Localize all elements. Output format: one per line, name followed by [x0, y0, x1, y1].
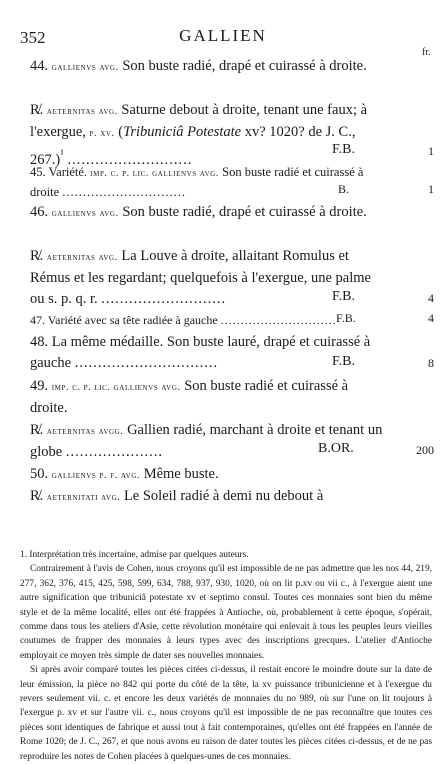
entry-number: 44. [30, 58, 49, 74]
leader-dots: ........................... [101, 291, 227, 307]
page-number: 352 [20, 28, 46, 47]
description: Son buste radié et cuirassé à droite [30, 165, 364, 199]
reverse-symbol: R̸. [30, 248, 44, 264]
reverse-legend: aeternitati avg. [46, 492, 121, 503]
page-title: GALLIEN [179, 26, 267, 45]
numeral: xv? [244, 124, 266, 140]
lead: Variété. [48, 165, 88, 179]
entry-number: 48. [30, 334, 49, 350]
obverse-legend: gallienvs avg. [51, 208, 119, 219]
entry-number: 46. [30, 204, 49, 220]
catalog-entry-45 [30, 163, 384, 202]
metal-label: F.B. [332, 354, 356, 369]
price-value: 1 [428, 182, 434, 196]
leader-dots: ........................... [67, 151, 193, 168]
price-value: 1 [428, 144, 434, 158]
reverse-entry-46 [30, 246, 384, 310]
obverse-legend: imp. c. p. lic. gallienvs avg. [90, 168, 220, 179]
catalog-entry-48 [30, 332, 384, 374]
metal-label: F.B. [332, 289, 356, 304]
catalog-entry-46 [30, 202, 384, 224]
description: La Louve à droite, allaitant Romulus et Rémus et les regardant; quelquefois à l'exergue, une palme ou s. p. q. r. [30, 248, 371, 307]
reverse-legend: aeternitas avgg. [46, 426, 124, 437]
reverse-legend: aeternitas avg. [46, 106, 118, 117]
catalog-entry-49 [30, 376, 384, 419]
reverse-symbol: R̸. [30, 102, 44, 118]
metal-label: F.B. [336, 311, 356, 325]
price-value: 8 [428, 356, 434, 370]
description: Saturne debout à droite, tenant une faux; à l'exergue, [30, 102, 368, 140]
footnotes [20, 548, 432, 764]
reverse-symbol: R̸. [30, 488, 44, 504]
description: Gallien radié, marchant à droite et tenant un globe [30, 422, 383, 460]
entry-number: 45. [30, 165, 46, 179]
exergue-mark: p. xv. [89, 128, 115, 139]
metal-label: F.B. [332, 142, 356, 157]
leader-dots: ............................... [74, 355, 219, 371]
reverse-entry-50 [30, 486, 384, 508]
leader-dots: ............................. [220, 313, 337, 327]
metal-label: B. [338, 182, 350, 196]
obverse-legend: imp. c. p. lic. gallienvs avg. [51, 382, 181, 393]
description: Son buste radié et cuirassé à droite. [30, 378, 349, 416]
footnote-1: 1. Interprétation très incertaine, admise par quelques auteurs. [20, 550, 249, 560]
leader-dots: ..................... [65, 444, 163, 460]
catalog-entry-50 [30, 464, 384, 486]
reverse-symbol: R̸. [30, 422, 44, 438]
obverse-legend: gallienvs p. f. avg. [51, 470, 141, 481]
catalog-entry-47 [30, 311, 384, 329]
entry-number: 47. [30, 313, 45, 327]
reverse-legend: aeternitas avg. [46, 252, 118, 263]
leader-dots: .............................. [62, 185, 187, 199]
italic-phrase: Tribuniciâ Potestate [123, 124, 242, 140]
entry-number: 49. [30, 378, 49, 394]
description: Le Soleil radié à demi nu debout à [123, 488, 324, 504]
price-value: 200 [416, 443, 434, 457]
paren-open: ( [118, 124, 124, 140]
description: La même médaille. Son buste lauré, drapé et cuirassé à gauche [30, 334, 371, 371]
reverse-entry-44 [30, 100, 384, 171]
date: 1020? de J. C., 267.) [30, 124, 356, 168]
footnote-paragraph: Si après avoir comparé toutes les pièces citées ci-dessus, il restait encore le moindre doute sur la date de leur émission, la pièce no 842 qui porte du côté de la tête, la xv puissance tribunicienne et à l'exergue du revers seulement vii. c. et encore les deux variétés de monnaies du no 989, où sur l'une on lit toujours à l'exergue p. xv et sur l'autre vii. c., nous croyons qu'il est impossible de ne pas reconnaître que toutes ces pièces sont identiques de fabrique et aussi tout à fait contemporaines, qu'elles ont été frappées en l'année de Rome 1020; de J. C., 267, et que nous avons eu raison de dater toutes les pièces citées ci-dessus, et de ne pas reproduire les notes de Cohen placées à quelques-unes de ces monnaies. [20, 665, 432, 762]
catalog-entry-44 [30, 56, 384, 78]
price-value: 4 [428, 311, 434, 325]
description: Son buste radié, drapé et cuirassé à droite. [122, 58, 367, 74]
description: Variété avec sa tête radiée à gauche [47, 313, 218, 327]
price-column-label: fr. [422, 47, 431, 58]
footnote-paragraph: Contrairement à l'avis de Cohen, nous croyons qu'il est impossible de ne pas admettre que les nos 44, 219, 277, 362, 376, 415, 425, 598, 599, 634, 788, 937, 930, 1020, où on lit p.xv ou vii c., à l'exergue aient une autre signification que tribuniciâ potestate xv et septimo consul. Toutes ces monnaies sont bien du même style et de la même localité, elles ont été frappées à Antioche, où, probablement à cette époque, s'opérait, comme dans tous les ateliers d'Asie, cette révolution monétaire qui enlevait à tous les peuples leurs vieilles coutumes de frapper des monnaies à leurs types avec des inscriptions grecques. L'atelier d'Antioche employait ce moyen très simple de dater ses nouvelles monnaies. [20, 564, 432, 661]
description: Son buste radié, drapé et cuirassé à droite. [122, 204, 367, 220]
metal-label: B.OR. [318, 441, 354, 456]
description: Même buste. [143, 466, 219, 482]
footnote-ref: ¹ [60, 147, 64, 161]
price-value: 4 [428, 291, 434, 305]
obverse-legend: gallienvs avg. [51, 62, 119, 73]
entry-number: 50. [30, 466, 49, 482]
